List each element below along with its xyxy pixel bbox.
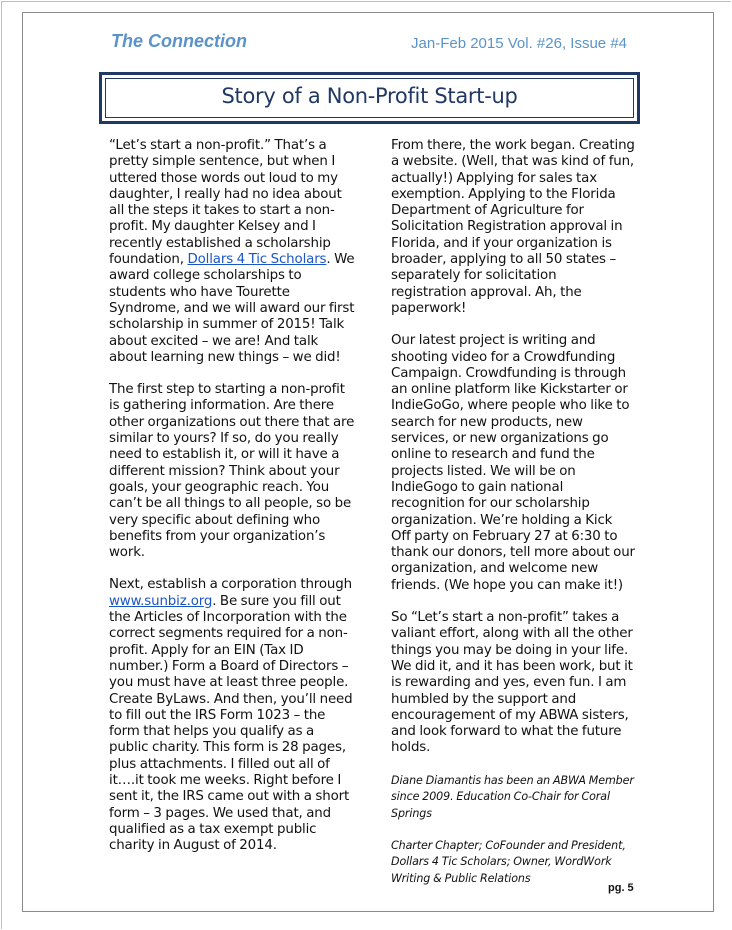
paragraph-intro xyxy=(109,138,356,366)
author-bio-line-1: Diane Diamantis has been an ABWA Member since 2009. Education Co-Chair for Coral Springs xyxy=(391,773,634,820)
newsletter-title: The Connection xyxy=(111,31,247,51)
headline-box-inner xyxy=(105,78,634,118)
paragraph-first-step: The first step to starting a non-profit is gathering information. Are there other organizations out there that are similar to yours? If so, do you really need to establish it, or will it have a different mission? Think about your goals, your geographic reach. You can’t be all things to all people, so be very specific about defining who benefits from your organization’s work. xyxy=(109,382,355,561)
paragraph-intro-text-b: . We award college scholarships to students who have Tourette Syndrome, and we will award our first scholarship in summer of 2015! Talk about excited – we are! And talk about learning new things – we did! xyxy=(109,252,355,365)
headline-box xyxy=(99,72,640,124)
article-headline: Story of a Non-Profit Start-up xyxy=(221,84,518,108)
paragraph-conclusion: So “Let’s start a non-profit” takes a valiant effort, along with all the other things you may be doing in your life. We did it, and it has been work, but it is rewarding and yes, even fun. I am humbled by the support and encouragement of my ABWA sisters, and look forward to what the future holds. xyxy=(391,610,633,756)
newsletter-page xyxy=(1,1,731,929)
dollars-4-tic-scholars-link[interactable]: Dollars 4 Tic Scholars xyxy=(187,252,327,268)
paragraph-crowdfunding: Our latest project is writing and shooting video for a Crowdfunding Campaign. Crowdfunding is through an online platform like Kickstarter or IndieGoGo, where people who like to search for new products, new services, or new organizations go online to research and fund the projects listed. We will be on IndieGogo to gain national recognition for our scholarship organization. We’re holding a Kick Off party on February 27 at 6:30 to thank our donors, tell more about our organization, and welcome new friends. (We hope you can make it!) xyxy=(391,333,635,593)
paragraph-intro-text-a: “Let’s start a non-profit.” That’s a pretty simple sentence, but when I uttered those words out loud to my daughter, I really had no idea about all the steps it takes to start a non-profit. My daughter Kelsey and I recently established a scholarship foundation, xyxy=(109,138,342,268)
paragraph-corporation-text-b: . Be sure you fill out the Articles of Incorporation with the correct segments required for a non-profit. Apply for an EIN (Tax ID number.) Form a Board of Directors – you must have at least three people. Create ByLaws. And then, you’ll need to fill out the IRS Form 1023 – the form that helps you qualify as a public charity. This form is 28 pages, plus attachments. I filled out all of it….it took me weeks. Right before I sent it, the IRS came out with a short form – 3 pages. We used that, and qualified as a tax exempt public charity in August of 2014. xyxy=(109,593,353,854)
page-number: pg. 5 xyxy=(608,882,634,894)
paragraph-establish-corporation xyxy=(109,577,356,854)
paragraph-corporation-text-a: Next, establish a corporation through xyxy=(109,577,352,593)
article-right-column xyxy=(391,138,635,903)
issue-info: Jan-Feb 2015 Vol. #26, Issue #4 xyxy=(411,35,627,52)
author-bio-line-2: Charter Chapter; CoFounder and President, Dollars 4 Tic Scholars; Owner, WordWork Writing & Public Relations xyxy=(391,838,626,885)
article-left-column xyxy=(109,138,356,870)
sunbiz-link[interactable]: www.sunbiz.org xyxy=(109,593,213,609)
paragraph-work-began: From there, the work began. Creating a website. (Well, that was kind of fun, actually!) Applying for sales tax exemption. Applying to the Florida Department of Agriculture for Solicitation Registration approval in Florida, and if your organization is broader, applying to all 50 states – separately for solicitation registration approval. Ah, the paperwork! xyxy=(391,138,635,316)
